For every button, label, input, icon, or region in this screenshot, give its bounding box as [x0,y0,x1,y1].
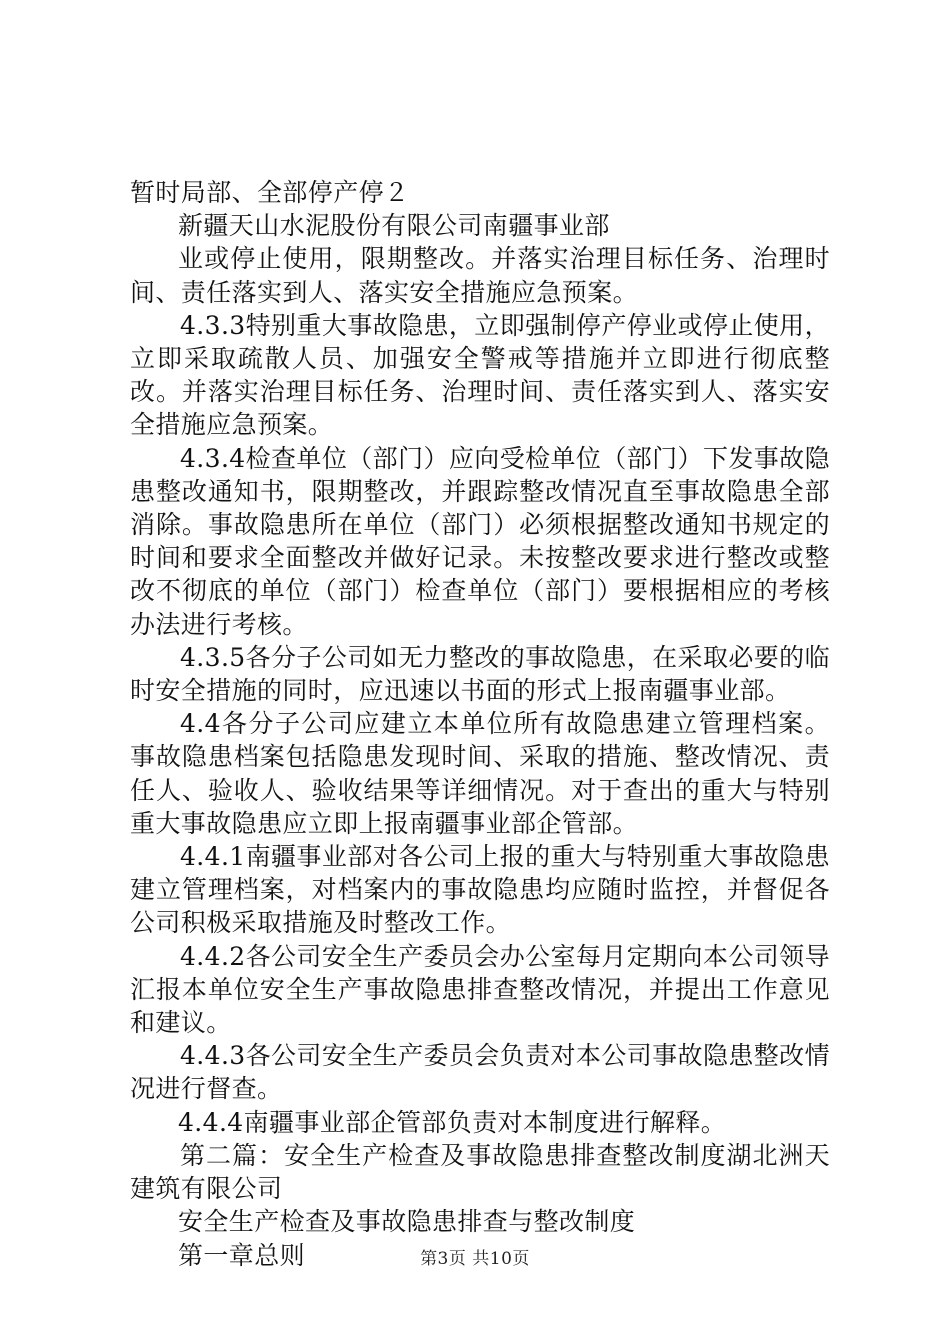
paragraph-1: 暂时局部、全部停产停２ [130,178,410,207]
paragraph-3: 业或停止使用，限期整改。并落实治理目标任务、治理时间、责任落实到人、落实安全措施应急预案。 [130,244,830,307]
document-body [130,176,830,1272]
paragraph-11: 4.4.4南疆事业部企管部负责对本制度进行解释。 [178,1107,727,1137]
policy-title: 安全生产检查及事故隐患排查与整改制度 [178,1207,636,1237]
paragraph-10: 4.4.3各公司安全生产委员会负责对本公司事故隐患整改情况进行督查。 [130,1041,830,1104]
paragraph-5: 4.3.4检查单位（部门）应向受检单位（部门）下发事故隐患整改通知书，限期整改，并跟踪整改情况直至事故隐患全部消除。事故隐患所在单位（部门）必须根据整改通知书规定的时间和要求全面整改并做好记录。未按整改要求进行整改或整改不彻底的单位（部门）检查单位（部门）要根据相应的考核办法进行考核。 [130,443,830,639]
paragraph-9: 4.4.2各公司安全生产委员会办公室每月定期向本公司领导汇报本单位安全生产事故隐患排查整改情况，并提出工作意见和建议。 [130,941,830,1038]
section-heading: 第二篇：安全生产检查及事故隐患排查整改制度湖北洲天建筑有限公司 [130,1140,830,1204]
paragraph-8: 4.4.1南疆事业部对各公司上报的重大与特别重大事故隐患建立管理档案，对档案内的事故隐患均应随时监控，并督促各公司积极采取措施及时整改工作。 [130,842,830,938]
paragraph-7: 4.4各分子公司应建立本单位所有故隐患建立管理档案。事故隐患档案包括隐患发现时间、采取的措施、整改情况、责任人、验收人、验收结果等详细情况。对于查出的重大与特别重大事故隐患应立即上报南疆事业部企管部。 [130,709,830,838]
chapter-heading: 第一章总则 [178,1240,306,1270]
page-footer: 第3页 共10页 [420,1249,530,1269]
paragraph-2: 新疆天山水泥股份有限公司南疆事业部 [178,211,610,241]
paragraph-6: 4.3.5各分子公司如无力整改的事故隐患，在采取必要的临时安全措施的同时，应迅速以书面的形式上报南疆事业部。 [130,642,830,706]
paragraph-4: 4.3.3特别重大事故隐患，立即强制停产停业或停止使用，立即采取疏散人员、加强安全警戒等措施并立即进行彻底整改。并落实治理目标任务、治理时间、责任落实到人、落实安全措施应急预案。 [130,310,830,440]
